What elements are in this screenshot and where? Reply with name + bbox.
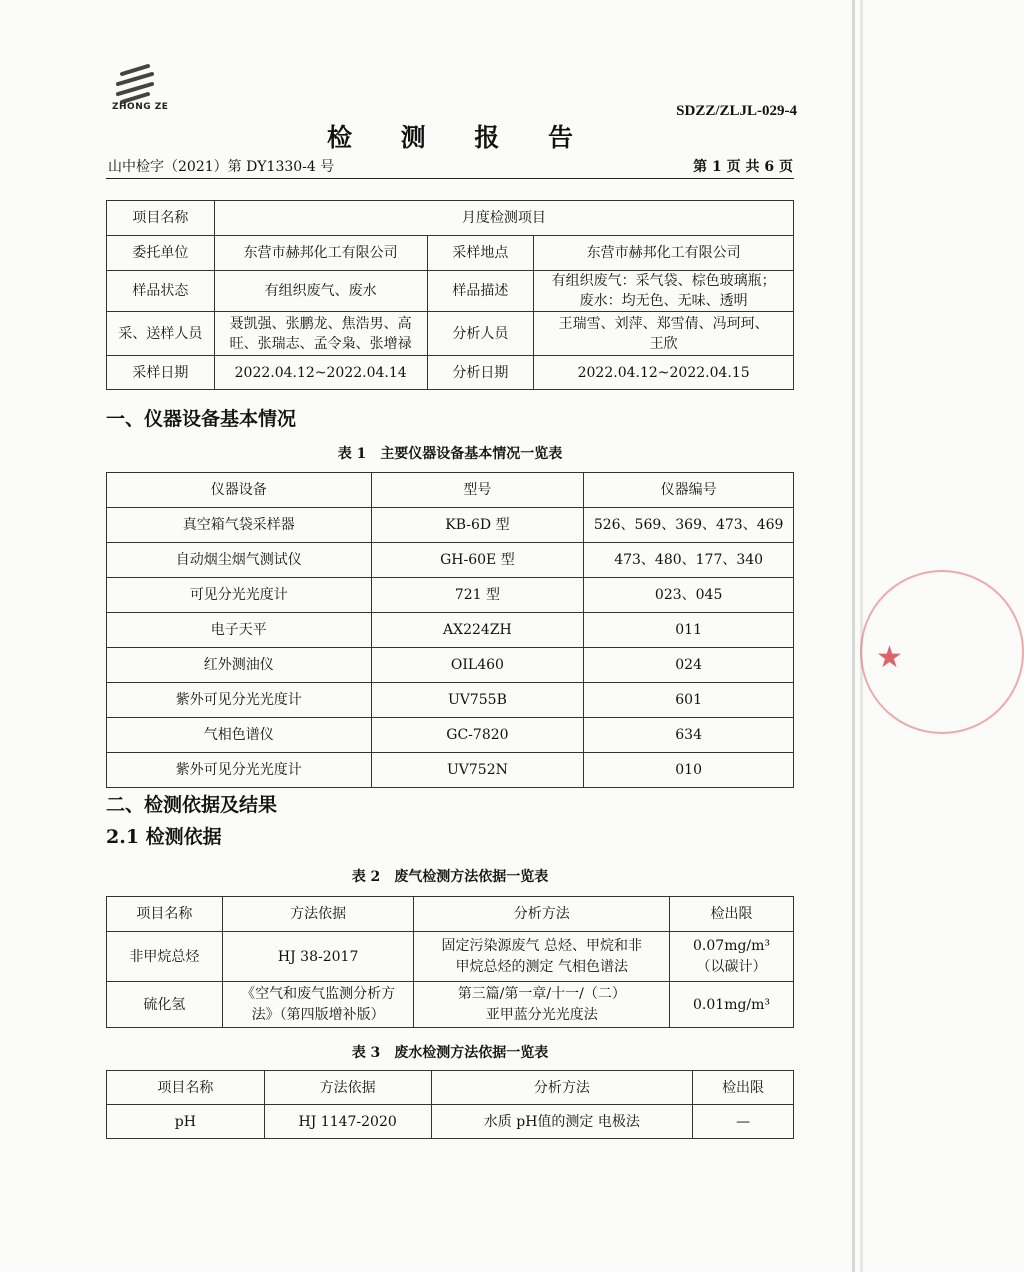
water-basis: HJ 1147-2020	[264, 1105, 431, 1139]
equipment-model: OIL460	[371, 648, 584, 683]
equipment-name: 紫外可见分光光度计	[107, 683, 372, 718]
table-2-caption	[0, 866, 900, 886]
equipment-model: UV755B	[371, 683, 584, 718]
gas-item: 非甲烷总烃	[107, 932, 223, 982]
analyst-label: 分析人员	[427, 312, 534, 356]
section-2-1-heading: 2.1 检测依据	[106, 826, 222, 848]
table-row	[107, 578, 794, 613]
table-1-caption-text: 主要仪器设备基本情况一览表	[380, 446, 563, 462]
equipment-name: 真空箱气袋采样器	[107, 508, 372, 543]
equipment-name: 可见分光光度计	[107, 578, 372, 613]
equipment-header-id: 仪器编号	[584, 473, 794, 508]
table-row	[107, 718, 794, 753]
gas-method-line-2: 亚甲蓝分光光度法	[485, 1006, 598, 1023]
table-row	[107, 982, 794, 1028]
table-row	[107, 508, 794, 543]
equipment-model: GC-7820	[371, 718, 584, 753]
table-row	[107, 932, 794, 982]
equipment-model: AX224ZH	[371, 613, 584, 648]
stamp-star-icon: ★	[876, 640, 903, 675]
sample-desc-label: 样品描述	[427, 271, 534, 312]
project-name-value: 月度检测项目	[214, 201, 793, 236]
gas-basis	[222, 982, 414, 1028]
table-row	[107, 648, 794, 683]
equipment-model: KB-6D 型	[371, 508, 584, 543]
table-2-caption-no: 表 2	[351, 869, 381, 885]
gas-header-item: 项目名称	[107, 897, 223, 932]
gas-method-line-2: 甲烷总烃的测定 气相色谱法	[455, 958, 628, 975]
table-1-caption	[0, 443, 900, 463]
client-value: 东营市赫邦化工有限公司	[214, 236, 427, 271]
equipment-id: 473、480、177、340	[584, 543, 794, 578]
equipment-id: 024	[584, 648, 794, 683]
gas-limit-line-2: （以碳计）	[696, 958, 767, 975]
page-title: 检 测 报 告	[326, 123, 594, 152]
analysis-date-value: 2022.04.12~2022.04.15	[534, 356, 794, 390]
equipment-model: UV752N	[371, 753, 584, 788]
site-label: 采样地点	[427, 236, 534, 271]
gas-basis-line-2: 法》（第四版增补版）	[251, 1006, 385, 1023]
table-2-caption-text: 废气检测方法依据一览表	[394, 869, 549, 885]
sampler-line-2: 旺、张瑞志、孟令枭、张增禄	[229, 335, 412, 352]
table-3-caption-no: 表 3	[351, 1045, 381, 1061]
sample-desc-line-2: 废水：均无色、无味、透明	[579, 293, 748, 309]
gas-limit	[670, 932, 794, 982]
equipment-id: 601	[584, 683, 794, 718]
section-2-heading: 二、检测依据及结果	[106, 794, 278, 816]
gas-method	[414, 932, 670, 982]
gas-header-limit: 检出限	[670, 897, 794, 932]
equipment-name: 电子天平	[107, 613, 372, 648]
equipment-name: 紫外可见分光光度计	[107, 753, 372, 788]
analysis-date-label: 分析日期	[427, 356, 534, 390]
report-number: 山中检字（2021）第 DY1330-4 号	[108, 159, 335, 175]
table-row	[107, 613, 794, 648]
gas-limit-line-1: 0.07mg/m³	[693, 937, 771, 954]
sample-state-label: 样品状态	[107, 271, 215, 312]
analyst-line-1: 王瑞雪、刘萍、郑雪倩、冯珂珂、	[558, 315, 769, 332]
analyst-value	[534, 312, 794, 356]
water-header-method: 分析方法	[431, 1071, 693, 1105]
sample-date-value: 2022.04.12~2022.04.14	[214, 356, 427, 390]
equipment-id: 010	[584, 753, 794, 788]
water-header-item: 项目名称	[107, 1071, 265, 1105]
section-1-heading: 一、仪器设备基本情况	[106, 408, 297, 430]
equipment-id: 011	[584, 613, 794, 648]
sampler-label: 采、送样人员	[107, 312, 215, 356]
equipment-name: 自动烟尘烟气测试仪	[107, 543, 372, 578]
equipment-id: 023、045	[584, 578, 794, 613]
sample-desc-value	[534, 271, 794, 312]
equipment-model: 721 型	[371, 578, 584, 613]
sampler-line-1: 聂凯强、张鹏龙、焦浩男、高	[229, 315, 412, 332]
sample-state-value: 有组织废气、废水	[214, 271, 427, 312]
sample-desc-line-1: 有组织废气：采气袋、棕色玻璃瓶；	[551, 273, 776, 289]
water-method-table	[106, 1070, 794, 1139]
water-method: 水质 pH值的测定 电极法	[431, 1105, 693, 1139]
project-name-label: 项目名称	[107, 201, 215, 236]
equipment-id: 526、569、369、473、469	[584, 508, 794, 543]
table-row	[107, 1105, 794, 1139]
sampler-value	[214, 312, 427, 356]
client-label: 委托单位	[107, 236, 215, 271]
table-3-caption-text: 废水检测方法依据一览表	[394, 1045, 549, 1061]
info-table	[106, 200, 794, 390]
logo-text: ZHONG ZE	[112, 102, 169, 112]
gas-limit: 0.01mg/m³	[670, 982, 794, 1028]
equipment-id: 634	[584, 718, 794, 753]
gas-item: 硫化氢	[107, 982, 223, 1028]
page-number: 第 1 页 共 6 页	[693, 159, 793, 175]
equipment-header-name: 仪器设备	[107, 473, 372, 508]
equipment-table	[106, 472, 794, 788]
table-row	[107, 683, 794, 718]
equipment-name: 气相色谱仪	[107, 718, 372, 753]
site-value: 东营市赫邦化工有限公司	[534, 236, 794, 271]
equipment-model: GH-60E 型	[371, 543, 584, 578]
document-code: SDZZ/ZLJL-029-4	[676, 103, 797, 119]
page-edge	[852, 0, 855, 1272]
water-header-limit: 检出限	[693, 1071, 794, 1105]
table-row	[107, 753, 794, 788]
table-3-caption	[0, 1042, 900, 1062]
header-divider	[106, 178, 794, 179]
analyst-line-2: 王欣	[649, 335, 678, 352]
gas-method-line-1: 固定污染源废气 总烃、甲烷和非	[441, 937, 642, 954]
equipment-name: 红外测油仪	[107, 648, 372, 683]
water-header-basis: 方法依据	[264, 1071, 431, 1105]
gas-header-basis: 方法依据	[222, 897, 414, 932]
equipment-header-model: 型号	[371, 473, 584, 508]
water-item: pH	[107, 1105, 265, 1139]
gas-header-method: 分析方法	[414, 897, 670, 932]
sample-date-label: 采样日期	[107, 356, 215, 390]
gas-basis: HJ 38-2017	[222, 932, 414, 982]
gas-basis-line-1: 《空气和废气监测分析方	[241, 985, 396, 1002]
table-row	[107, 543, 794, 578]
gas-method-table	[106, 896, 794, 1028]
gas-method	[414, 982, 670, 1028]
water-limit: —	[693, 1105, 794, 1139]
table-1-caption-no: 表 1	[337, 446, 367, 462]
gas-method-line-1: 第三篇/第一章/十一/（二）	[457, 985, 626, 1002]
